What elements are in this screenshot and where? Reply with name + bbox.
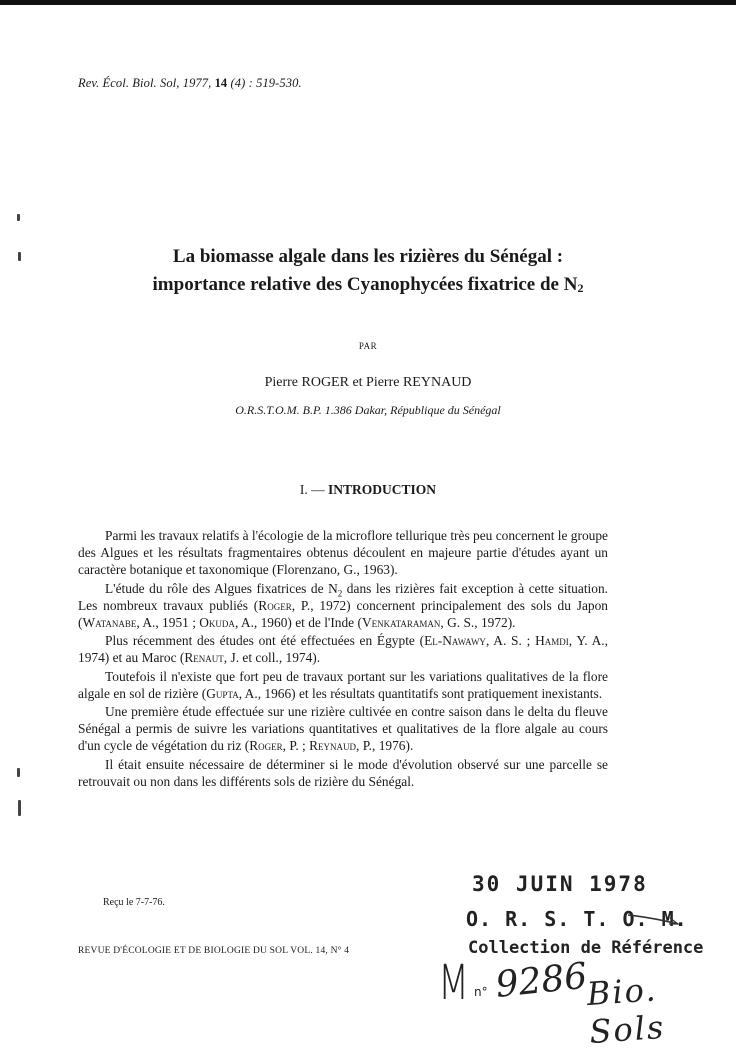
title-subscript: 2 (577, 281, 584, 295)
body-text (78, 527, 608, 791)
citation-author: El-Nawawy (424, 633, 486, 649)
text-run: , G. S., 1972). (440, 615, 516, 631)
text-run: , P., 1972) concernent principalement des sols du Japon ( (78, 597, 608, 631)
text-run: , Y. A., 1974) et au Maroc ( (78, 633, 608, 666)
journal-footer: REVUE D'ÉCOLOGIE ET DE BIOLOGIE DU SOL VOL. 14, N° 4 (78, 946, 350, 956)
affiliation-address: B.P. 1.386 Dakar, République du Sénégal (302, 403, 501, 417)
text-run: , A., 1960) et de l'Inde ( (234, 615, 362, 631)
text-run: , A. S. ; (485, 633, 536, 649)
section-number: I. — (299, 482, 325, 497)
journal-ref-text: Rev. Écol. Biol. Sol, 1977, (78, 76, 212, 90)
byline-par: PAR (358, 341, 378, 351)
section-title: INTRODUCTION (328, 482, 437, 497)
text-run: dans les rizières fait exception à cette situation. Les nombreux travaux publiés ( (78, 580, 608, 613)
received-date: Reçu le 7-7-76. (103, 897, 165, 908)
affiliation-org: O.R.S.T.O.M. (235, 403, 300, 417)
citation-author: Renaut (184, 650, 224, 666)
paper-title-line-2 (60, 271, 676, 299)
citation-author: Watanabe (82, 615, 137, 631)
handwritten-letter: M (438, 955, 470, 1011)
paragraph (78, 632, 608, 666)
paragraph: Il était ensuite nécessaire de déterminer si le mode d'évolution observé sur une parcelle se retrouvait ou non dans les différents sols de rizière du Sénégal. (78, 756, 608, 789)
section-heading (0, 482, 736, 498)
text-run: , A., 1966) et les résultats quantitatifs sont pratiquement inexistants. (238, 685, 603, 701)
text-run: Une première étude effectuée sur une rizière cultivée en contre saison dans le delta du fleuve Sénégal a permis de suivre les variations quantitatives et qualitatives de la flore algale au cours d'un cycle de végétation du riz ( (78, 704, 608, 754)
stamp-org: O. R. S. T. O. M. (466, 907, 688, 931)
journal-volume: 14 (214, 76, 228, 90)
text-run: , P., 1976). (356, 738, 414, 754)
text-run: L'étude du rôle des Algues fixatrices de N (105, 580, 338, 596)
paragraph (78, 668, 608, 702)
text-run: , A., 1951 ; (136, 615, 200, 631)
paragraph (78, 703, 608, 755)
text-run: , J. et coll., 1974). (223, 650, 321, 666)
margin-speck (17, 214, 20, 221)
paper-title-line-1: La biomasse algale dans les rizières du Sénégal : (172, 246, 564, 267)
margin-speck (18, 252, 21, 261)
margin-speck (17, 768, 20, 777)
text-run: Toutefois il n'existe que fort peu de travaux portant sur les variations qualitatives de la flore algale en sol de rizière ( (78, 668, 608, 701)
page-top-border (0, 0, 736, 5)
citation-author: Roger (249, 738, 283, 754)
citation-author: Venkataraman (361, 615, 441, 631)
text-run: Plus récemment des études ont été effectuées en Égypte ( (105, 633, 425, 649)
stamp-arrow-icon (628, 912, 680, 926)
affiliation (0, 403, 736, 418)
journal-issue-pages: (4) : 519-530. (230, 76, 302, 90)
journal-reference (78, 76, 302, 91)
citation-author: Reynaud (309, 738, 357, 754)
authors: Pierre ROGER et Pierre REYNAUD (264, 375, 472, 390)
handwritten-reference-number: 9286 (493, 955, 590, 1006)
stamp-date: 30 JUIN 1978 (472, 872, 648, 896)
text-run: , P. ; (282, 738, 310, 754)
paragraph: Parmi les travaux relatifs à l'écologie de la microflore tellurique très peu concernent le groupe des Algues et les résultats fragmentaires obtenus découlent en majeure partie d'études ayant un caractère botanique et taxonomique (Florenzano, G., 1963). (78, 528, 608, 578)
handwritten-number-label: n° (474, 985, 488, 999)
paragraph (78, 580, 608, 632)
citation-author: Roger (258, 597, 292, 613)
subscript: 2 (337, 588, 343, 599)
handwritten-collection-label: Bio. Sols (585, 970, 667, 1051)
citation-author: Hamdi (535, 633, 569, 649)
citation-author: Okuda (199, 615, 235, 631)
margin-speck (18, 800, 21, 816)
stamp-collection: Collection de Référence (468, 938, 704, 958)
citation-author: Gupta (206, 685, 239, 701)
title-text: importance relative des Cyanophycées fixatrice de N (152, 274, 578, 295)
